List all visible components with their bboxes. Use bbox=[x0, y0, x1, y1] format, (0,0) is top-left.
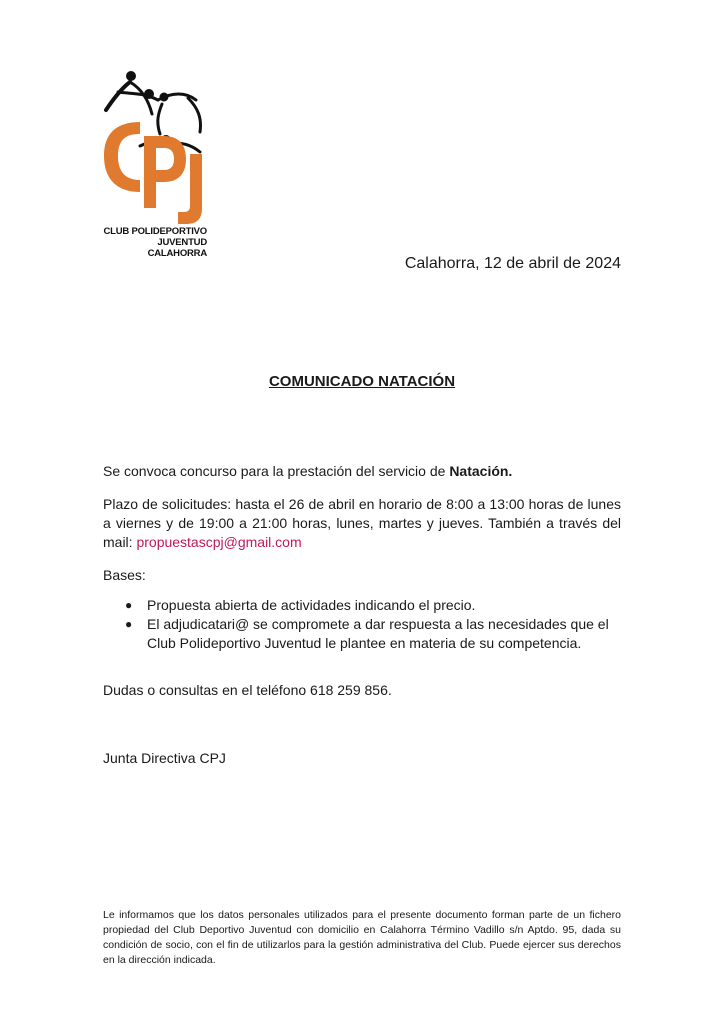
list-item bbox=[125, 615, 621, 653]
document-body bbox=[103, 462, 621, 653]
list-item bbox=[125, 596, 621, 615]
logo-caption-line: JUVENTUD bbox=[157, 237, 207, 248]
list-item-text: El adjudicatari@ se compromete a dar respuesta a las necesidades que el Club Polideportivo Juventud le plantee en materia de su competencia. bbox=[147, 616, 609, 651]
bullet-icon: ● bbox=[125, 617, 133, 631]
plazo-paragraph bbox=[103, 495, 621, 552]
email-link[interactable]: propuestascpj@gmail.com bbox=[136, 534, 302, 550]
bases-list bbox=[103, 596, 621, 653]
logo-caption bbox=[103, 226, 207, 259]
document-date: Calahorra, 12 de abril de 2024 bbox=[404, 255, 621, 272]
bases-label: Bases: bbox=[103, 567, 146, 583]
intro-paragraph bbox=[103, 462, 621, 481]
swimmers-logo-graphic bbox=[100, 70, 210, 230]
intro-bold: Natación. bbox=[449, 463, 513, 479]
list-item-text: Propuesta abierta de actividades indicando el precio. bbox=[147, 597, 476, 613]
bullet-icon: ● bbox=[125, 598, 133, 612]
signature: Junta Directiva CPJ bbox=[103, 750, 226, 766]
club-logo bbox=[100, 70, 210, 265]
intro-text: Se convoca concurso para la prestación del servicio de bbox=[103, 463, 450, 479]
document-title: COMUNICADO NATACIÓN bbox=[268, 373, 456, 390]
plazo-text: Plazo de solicitudes: hasta el 26 de abril en horario de 8:00 a 13:00 horas de lunes a viernes y de 19:00 a 21:00 horas, lunes, martes y jueves. También a través del mail: bbox=[103, 496, 621, 550]
logo-caption-line: CALAHORRA bbox=[147, 248, 207, 259]
privacy-footer: Le informamos que los datos personales utilizados para el presente documento forman parte de un fichero propiedad del Club Deportivo Juventud con domicilio en Calahorra Término Vadillo s/n Aptdo. 95, dada su condición de socio, con el fin de utilizarlos para la gestión administrativa del Club. Puede ejercer sus derechos en la dirección indicada. bbox=[103, 909, 621, 966]
logo-caption-line: CLUB POLIDEPORTIVO bbox=[103, 226, 207, 237]
contact-paragraph: Dudas o consultas en el teléfono 618 259 856. bbox=[103, 682, 392, 698]
